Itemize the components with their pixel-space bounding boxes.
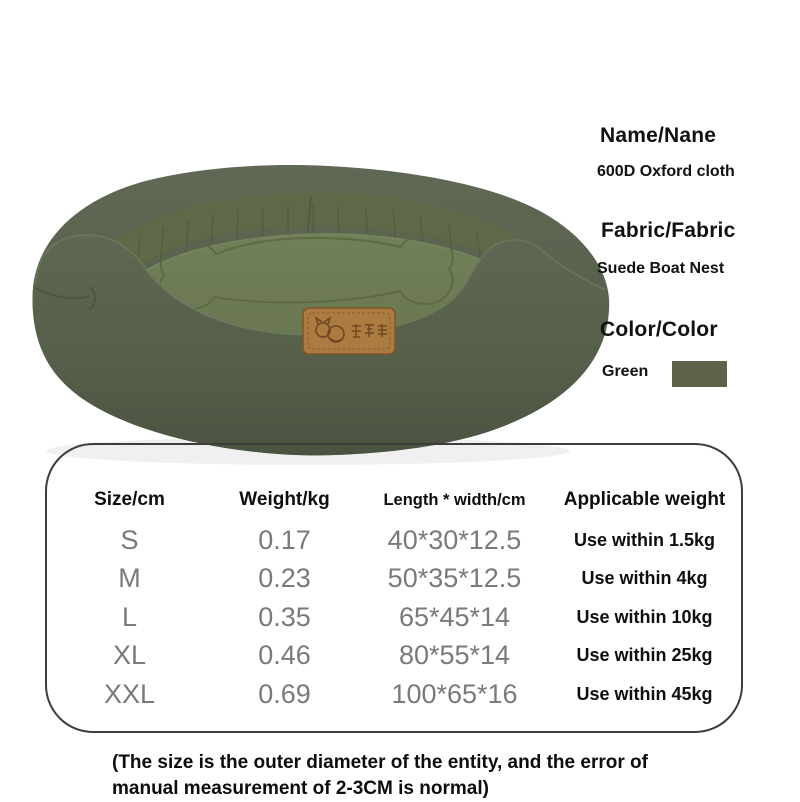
size-table [45, 443, 743, 733]
color-swatch [672, 361, 727, 387]
cell-size: XL [112, 640, 147, 671]
header-dimensions: Length * width/cm [383, 490, 526, 509]
header-weight: Weight/kg [239, 489, 330, 510]
header-applicable-weight: Applicable weight [563, 489, 726, 510]
table-row [47, 598, 741, 637]
cell-applicable-weight: Use within 4kg [581, 568, 708, 589]
cell-applicable-weight: Use within 1.5kg [573, 529, 716, 550]
cell-dimensions: 80*55*14 [398, 640, 511, 671]
cell-applicable-weight: Use within 10kg [576, 606, 713, 627]
table-row [47, 560, 741, 599]
cell-dimensions: 40*30*12.5 [387, 524, 522, 555]
cell-weight: 0.17 [258, 524, 311, 555]
table-row [47, 637, 741, 676]
cell-dimensions: 50*35*12.5 [387, 563, 522, 594]
cell-weight: 0.46 [258, 640, 311, 671]
cell-applicable-weight: Use within 25kg [576, 645, 713, 666]
color-value: Green [602, 363, 649, 380]
fabric-value: Suede Boat Nest [597, 260, 725, 277]
cell-size: M [118, 563, 141, 594]
brand-patch [303, 308, 395, 354]
table-row [47, 675, 741, 714]
table-row [47, 521, 741, 560]
pet-bed-photo [8, 138, 628, 473]
name-label: Name/Nane [600, 124, 717, 147]
cell-weight: 0.35 [258, 601, 311, 632]
header-size: Size/cm [94, 489, 165, 510]
cell-applicable-weight: Use within 45kg [576, 683, 713, 704]
cell-size: L [121, 601, 138, 632]
cell-weight: 0.23 [258, 563, 311, 594]
name-value: 600D Oxford cloth [597, 163, 735, 180]
measurement-note: (The size is the outer diameter of the entity, and the error of manual measurement of 2-3CM is normal) [112, 752, 648, 800]
size-table-header-row [47, 479, 741, 521]
fabric-label: Fabric/Fabric [601, 219, 736, 242]
color-label: Color/Color [600, 318, 718, 341]
cell-size: S [120, 524, 139, 555]
cell-dimensions: 100*65*16 [391, 678, 518, 709]
cell-size: XXL [103, 678, 156, 709]
cell-dimensions: 65*45*14 [398, 601, 511, 632]
cell-weight: 0.69 [258, 678, 311, 709]
